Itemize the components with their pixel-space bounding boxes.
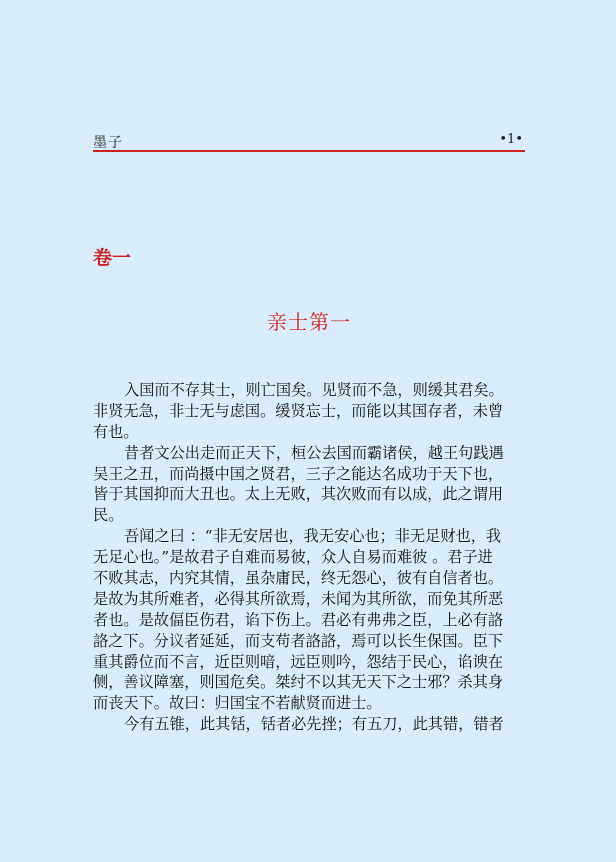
text-line: 皆于其国抑而大丑也。太上无败，其次败而有以成，此之谓用: [93, 485, 504, 504]
text-line: 昔者文公出走而正天下，桓公去国而霸诸侯，越王句践遇: [124, 443, 504, 462]
chapter-title: 亲士第一: [267, 310, 351, 334]
text-line: 不败其志，内究其情，虽杂庸民，终无怨心，彼有自信者也。: [93, 569, 504, 588]
text-line: 侧，善议障塞，则国危矣。桀纣不以其无天下之士邪？杀其身: [93, 673, 504, 692]
text-line: 吴王之丑，而尚摄中国之贤君，三子之能达名成功于天下也，: [93, 464, 504, 483]
page-number: •1•: [499, 132, 523, 147]
volume-heading: 卷一: [93, 247, 132, 269]
text-line: 民。: [93, 506, 124, 525]
text-line: 有也。: [93, 422, 139, 441]
text-line: 詻之下。分议者延延，而支苟者詻詻，焉可以长生保国。臣下: [93, 631, 504, 650]
text-line: 入国而不存其士，则亡国矣。见贤而不急，则缓其君矣。: [124, 381, 504, 399]
body-text: [93, 380, 525, 735]
book-title: 墨子: [93, 135, 123, 151]
text-line: 重其爵位而不言，近臣则喑，远臣则吟，怨结于民心，谄谀在: [93, 652, 504, 671]
text-line: 而丧天下。故曰：归国宝不若献贤而进士。: [93, 694, 382, 713]
text-line: 今有五锥，此其铦，铦者必先挫；有五刀，此其错，错者: [124, 715, 504, 734]
text-line: 非贤无急，非士无与虑国。缓贤忘士，而能以其国存者，未曾: [93, 401, 504, 420]
text-line: 者也。是故偪臣伤君，谄下伤上。君必有弗弗之臣，上必有詻: [93, 610, 504, 629]
text-line: 吾闻之曰 ：“非无安居也，我无安心也；非无足财也，我: [124, 527, 502, 546]
text-line: 是故为其所难者，必得其所欲焉，未闻为其所欲，而免其所恶: [93, 589, 504, 608]
running-header: [93, 132, 525, 152]
text-line: 无足心也。”是故君子自难而易彼，众人自易而难彼 。君子进: [93, 548, 493, 567]
